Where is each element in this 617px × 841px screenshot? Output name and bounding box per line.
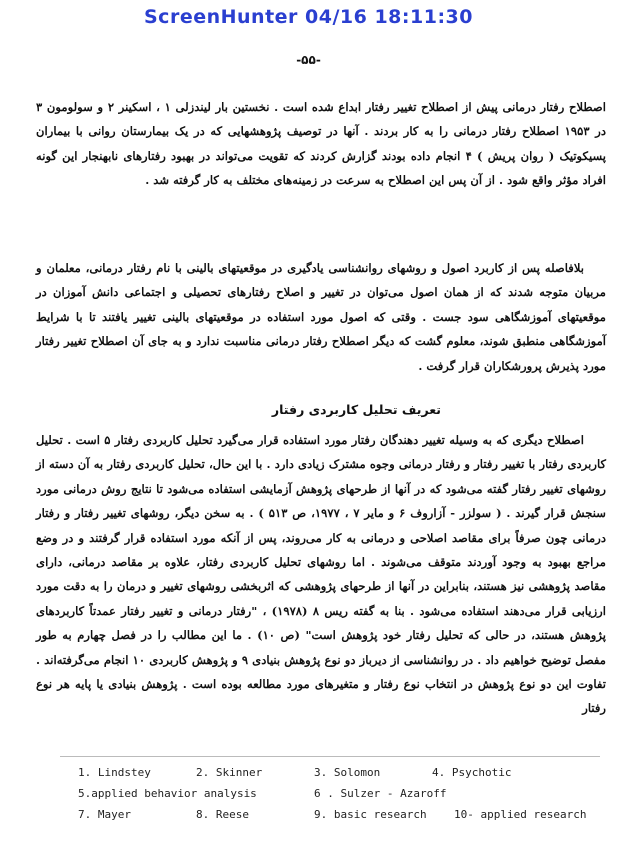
paragraph-text: اصطلاح رفتار درمانی پیش از اصطلاح تغییر رفتار ابداع شده است . نخستین بار لیندزلی ۱ ، اسکینر ۲ و سولومون ۳ در ۱۹۵۳ اصطلاح رفتار درمانی را به کار بردند . آنها در توصیف پژوهشهایی که در یک بیمارستان روانی با بیماران پسیکوتیک ( روان پریش ) ۴ انجام داده بودند گزارش کردند که تقویت می‌تواند در بهبود رفتارهای نابهنجار این گونه افراد مؤثر واقع شود . از آن پس این اصطلاح به سرعت در زمینه‌های مختلف به کار گرفته شد . xyxy=(36,100,607,188)
footnote-4: 4. Psychotic xyxy=(432,766,512,779)
paragraph-applied-behavior-analysis xyxy=(36,428,606,721)
footnote-2: 2. Skinner xyxy=(196,766,263,779)
footnote-10: 10- applied research xyxy=(454,808,587,821)
footnote-divider xyxy=(60,756,600,757)
paragraph-rafter-darmani-history xyxy=(36,95,606,193)
footnotes xyxy=(78,762,598,825)
screenhunter-watermark: ScreenHunter 04/16 18:11:30 xyxy=(144,6,473,28)
footnote-3: 3. Solomon xyxy=(314,766,381,779)
section-heading: تعریف تحلیل کاربردی رفتار xyxy=(271,402,441,417)
paragraph-text: اصطلاح دیگری که به وسیله تغییر دهندگان رفتار مورد استفاده قرار می‌گیرد تحلیل کاربردی رفتار ۵ است . تحلیل کاربردی رفتار با تغییر رفتار و رفتار درمانی وجوه مشترک زیادی دارد . با این حال، تحلیل کاربردی رفتار به آن دسته از روشهای تغییر رفتار گفته می‌شود که در آنها از طرحهای پژوهش آزمایشی استفاده می‌شود تا نتایج روش درمانی مورد سنجش قرار گیرند . ( سولزر - آزاروف ۶ و مایر ۷ ، ۱۹۷۷، ص ۵۱۳ ) . به سخن دیگر، روشهای تغییر رفتار و رفتار درمانی چون صرفاً برای مقاصد اصلاحی و درمانی به کار می‌روند، پس از آنکه مورد استفاده قرار گرفتند و در وضع مراجع بهبود به وجود آوردند متوقف می‌شوند . اما روشهای تحلیل کاربردی رفتار، علاوه بر مقاصد درمانی، دارای مقاصد پژوهشی نیز هستند، بنابراین در آنها از طرحهای پژوهشی که اثربخشی روشهای تغییر و درمان را به دقت مورد ارزیابی قرار می‌دهند استفاده می‌شود . بنا به گفته ریس ۸ (۱۹۷۸) ، "رفتار درمانی و تغییر رفتار عمدتاً کاربردهای پژوهش هستند، در حالی که تحلیل رفتار خود پژوهش است" (ص ۱۰) . ما این مطالب را در فصل چهارم به طور مفصل توضیح خواهیم داد . در روانشناسی از دیرباز دو نوع پژوهش بنیادی ۹ و پژوهش کاربردی ۱۰ انجام می‌گرفته‌اند . تفاوت این دو نوع پژوهش در انتخاب نوع رفتار و متغیرهای مورد مطالعه بوده است . پژوهش بنیادی یا پایه هر نوع رفتار xyxy=(36,433,607,716)
footnote-8: 8. Reese xyxy=(196,808,249,821)
paragraph-school-application xyxy=(36,256,606,378)
footnote-7: 7. Mayer xyxy=(78,808,131,821)
footnote-6: 6 . Sulzer - Azaroff xyxy=(314,787,447,800)
footnote-row xyxy=(78,762,598,783)
footnote-5: 5.applied behavior analysis xyxy=(78,787,257,800)
footnote-row xyxy=(78,804,598,825)
paragraph-text: بلافاصله پس از کاربرد اصول و روشهای روانشناسی یادگیری در موقعیتهای بالینی با نام رفتار درمانی، معلمان و مربیان متوجه شدند که از همان اصول می‌توان در تغییر و اصلاح رفتارهای تحصیلی و اجتماعی دانش آموزان در موقعیتهای آموزشگاهی سود جست . وقتی که اصول مورد استفاده در موقعیتهای بالینی تغییر یافتند تا با شرایط آموزشگاهی منطبق شوند، معلوم گشت که دیگر اصطلاح رفتار درمانی مناسبت ندارد و به جای آن اصطلاح تغییر رفتار مورد پذیرش پرورشکاران قرار گرفت . xyxy=(36,261,606,373)
page-number: -۵۵- xyxy=(296,53,321,67)
footnote-1: 1. Lindstey xyxy=(78,766,151,779)
footnote-9: 9. basic research xyxy=(314,808,427,821)
footnote-row xyxy=(78,783,598,804)
